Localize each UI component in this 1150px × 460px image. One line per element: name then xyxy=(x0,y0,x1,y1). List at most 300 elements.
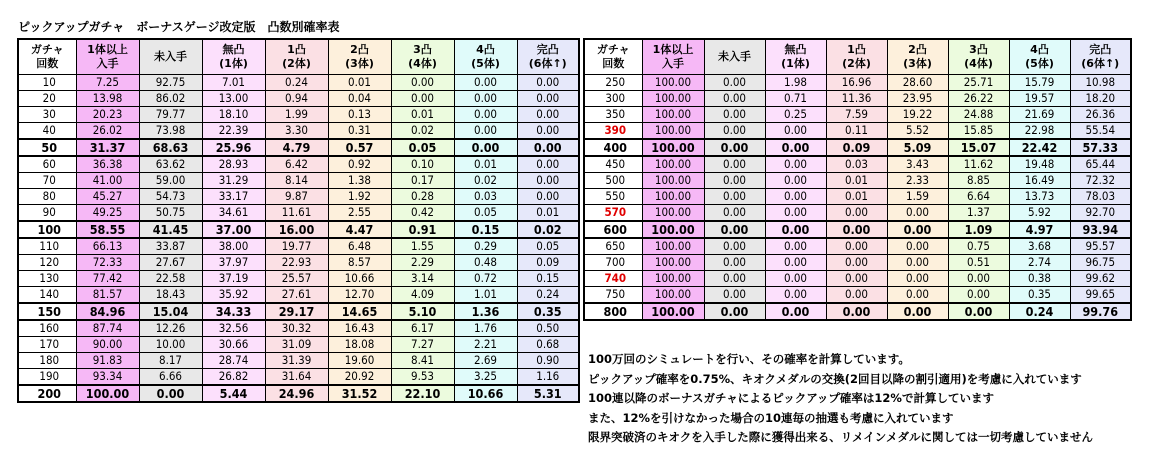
table-cell: 0.01 xyxy=(454,156,517,173)
gacha-count-cell: 30 xyxy=(18,107,76,123)
table-cell: 19.22 xyxy=(887,107,948,123)
table-cell: 2.55 xyxy=(328,205,391,222)
table-cell: 5.92 xyxy=(1009,205,1070,222)
table-cell: 87.74 xyxy=(76,320,139,337)
table-cell: 0.00 xyxy=(765,255,826,271)
table-cell: 0.00 xyxy=(826,287,887,304)
gacha-count-cell: 650 xyxy=(584,238,642,255)
table-cell: 13.00 xyxy=(202,91,265,107)
gacha-count-cell: 200 xyxy=(18,385,76,402)
table-cell: 7.59 xyxy=(826,107,887,123)
table-row xyxy=(584,205,1131,222)
table-cell: 77.42 xyxy=(76,271,139,287)
table-cell: 8.14 xyxy=(265,173,328,189)
table-cell: 16.00 xyxy=(265,221,328,238)
table-cell: 100.00 xyxy=(642,255,704,271)
gacha-count-cell: 20 xyxy=(18,91,76,107)
table-cell: 0.50 xyxy=(517,320,579,337)
table-cell: 36.38 xyxy=(76,156,139,173)
table-cell: 2.33 xyxy=(887,173,948,189)
table-cell: 5.31 xyxy=(517,385,579,402)
table-cell: 1.98 xyxy=(765,75,826,91)
table-row xyxy=(18,173,579,189)
table-cell: 100.00 xyxy=(642,221,704,238)
table-cell: 6.66 xyxy=(139,369,202,386)
table-header-row xyxy=(584,39,1131,75)
gacha-count-cell: 750 xyxy=(584,287,642,304)
gacha-count-cell: 170 xyxy=(18,337,76,353)
table-cell: 0.00 xyxy=(454,75,517,91)
table-cell: 99.62 xyxy=(1070,271,1131,287)
table-row xyxy=(584,91,1131,107)
table-cell: 54.73 xyxy=(139,189,202,205)
table-cell: 0.00 xyxy=(826,255,887,271)
table-row xyxy=(18,287,579,304)
table-row xyxy=(584,123,1131,140)
table-cell: 37.19 xyxy=(202,271,265,287)
table-cell: 15.79 xyxy=(1009,75,1070,91)
table-row xyxy=(584,287,1131,304)
table-cell: 0.94 xyxy=(265,91,328,107)
table-cell: 11.62 xyxy=(948,156,1009,173)
header-cell-4-limit-break: 4凸 (5体) xyxy=(454,39,517,75)
table-cell: 1.55 xyxy=(391,238,454,255)
table-cell: 0.00 xyxy=(454,91,517,107)
table-row xyxy=(18,303,579,320)
table-cell: 99.65 xyxy=(1070,287,1131,304)
gacha-count-cell: 40 xyxy=(18,123,76,140)
table-cell: 22.10 xyxy=(391,385,454,402)
table-cell: 0.00 xyxy=(517,123,579,140)
table-cell: 11.36 xyxy=(826,91,887,107)
table-cell: 28.60 xyxy=(887,75,948,91)
table-body-left xyxy=(18,75,579,403)
table-cell: 0.00 xyxy=(704,255,765,271)
table-cell: 0.00 xyxy=(704,287,765,304)
gacha-count-cell: 450 xyxy=(584,156,642,173)
header-cell-max-limit-break: 完凸 (6体↑) xyxy=(517,39,579,75)
table-cell: 9.87 xyxy=(265,189,328,205)
table-cell: 100.00 xyxy=(642,91,704,107)
table-cell: 0.00 xyxy=(765,139,826,156)
header-cell-0-limit-break: 無凸 (1体) xyxy=(202,39,265,75)
table-row xyxy=(18,353,579,369)
table-cell: 0.00 xyxy=(517,156,579,173)
table-cell: 7.25 xyxy=(76,75,139,91)
table-cell: 31.09 xyxy=(265,337,328,353)
table-cell: 15.85 xyxy=(948,123,1009,140)
table-row xyxy=(584,255,1131,271)
table-row xyxy=(584,156,1131,173)
table-row xyxy=(18,123,579,140)
table-cell: 65.44 xyxy=(1070,156,1131,173)
table-row xyxy=(18,385,579,402)
table-cell: 19.48 xyxy=(1009,156,1070,173)
table-cell: 1.76 xyxy=(454,320,517,337)
gacha-count-cell: 350 xyxy=(584,107,642,123)
table-row xyxy=(18,139,579,156)
table-cell: 1.99 xyxy=(265,107,328,123)
table-cell: 0.00 xyxy=(704,205,765,222)
table-row xyxy=(18,255,579,271)
notes-section xyxy=(588,350,1093,448)
table-cell: 0.35 xyxy=(517,303,579,320)
table-cell: 31.64 xyxy=(265,369,328,386)
gacha-count-cell: 160 xyxy=(18,320,76,337)
table-cell: 6.64 xyxy=(948,189,1009,205)
table-cell: 0.01 xyxy=(517,205,579,222)
table-cell: 100.00 xyxy=(642,123,704,140)
table-cell: 93.94 xyxy=(1070,221,1131,238)
table-cell: 0.00 xyxy=(765,271,826,287)
table-cell: 37.97 xyxy=(202,255,265,271)
table-row xyxy=(18,221,579,238)
gacha-count-cell: 390 xyxy=(584,123,642,140)
table-cell: 0.00 xyxy=(826,238,887,255)
table-cell: 3.25 xyxy=(454,369,517,386)
table-cell: 1.92 xyxy=(328,189,391,205)
table-cell: 0.00 xyxy=(704,107,765,123)
table-cell: 22.42 xyxy=(1009,139,1070,156)
table-row xyxy=(584,221,1131,238)
table-cell: 41.45 xyxy=(139,221,202,238)
table-cell: 0.00 xyxy=(704,123,765,140)
table-cell: 0.00 xyxy=(704,271,765,287)
table-cell: 22.98 xyxy=(1009,123,1070,140)
probability-table-right xyxy=(583,38,1132,321)
table-cell: 0.00 xyxy=(704,189,765,205)
table-cell: 16.96 xyxy=(826,75,887,91)
table-cell: 38.00 xyxy=(202,238,265,255)
table-cell: 18.20 xyxy=(1070,91,1131,107)
table-cell: 31.52 xyxy=(328,385,391,402)
table-cell: 25.71 xyxy=(948,75,1009,91)
header-cell-max-limit-break: 完凸 (6体↑) xyxy=(1070,39,1131,75)
table-cell: 95.57 xyxy=(1070,238,1131,255)
table-cell: 0.00 xyxy=(139,385,202,402)
table-cell: 0.00 xyxy=(454,123,517,140)
table-cell: 1.37 xyxy=(948,205,1009,222)
table-cell: 100.00 xyxy=(642,303,704,320)
table-cell: 0.04 xyxy=(328,91,391,107)
table-cell: 16.43 xyxy=(328,320,391,337)
header-cell-not-obtained: 未入手 xyxy=(704,39,765,75)
table-row xyxy=(584,189,1131,205)
table-cell: 22.39 xyxy=(202,123,265,140)
table-cell: 90.00 xyxy=(76,337,139,353)
table-cell: 0.72 xyxy=(454,271,517,287)
table-row xyxy=(18,189,579,205)
header-cell-1plus: 1体以上 入手 xyxy=(642,39,704,75)
gacha-count-cell: 150 xyxy=(18,303,76,320)
table-cell: 0.15 xyxy=(517,271,579,287)
table-cell: 100.00 xyxy=(642,271,704,287)
table-cell: 19.57 xyxy=(1009,91,1070,107)
header-cell-4-limit-break: 4凸 (5体) xyxy=(1009,39,1070,75)
table-cell: 0.28 xyxy=(391,189,454,205)
table-row xyxy=(18,205,579,222)
table-cell: 26.82 xyxy=(202,369,265,386)
table-cell: 100.00 xyxy=(76,385,139,402)
table-cell: 66.13 xyxy=(76,238,139,255)
table-cell: 0.00 xyxy=(517,189,579,205)
table-cell: 0.00 xyxy=(948,287,1009,304)
table-cell: 24.88 xyxy=(948,107,1009,123)
table-cell: 13.98 xyxy=(76,91,139,107)
table-cell: 0.01 xyxy=(328,75,391,91)
table-cell: 3.68 xyxy=(1009,238,1070,255)
table-cell: 33.87 xyxy=(139,238,202,255)
table-header-row xyxy=(18,39,579,75)
table-cell: 63.62 xyxy=(139,156,202,173)
table-cell: 30.66 xyxy=(202,337,265,353)
table-row xyxy=(18,369,579,386)
gacha-count-cell: 90 xyxy=(18,205,76,222)
table-cell: 0.00 xyxy=(765,221,826,238)
table-cell: 0.00 xyxy=(765,303,826,320)
table-cell: 18.08 xyxy=(328,337,391,353)
table-cell: 1.16 xyxy=(517,369,579,386)
table-cell: 21.69 xyxy=(1009,107,1070,123)
table-cell: 7.27 xyxy=(391,337,454,353)
table-cell: 0.90 xyxy=(517,353,579,369)
table-cell: 0.57 xyxy=(328,139,391,156)
table-cell: 19.60 xyxy=(328,353,391,369)
table-cell: 14.65 xyxy=(328,303,391,320)
table-cell: 0.00 xyxy=(765,205,826,222)
table-cell: 1.09 xyxy=(948,221,1009,238)
table-cell: 29.17 xyxy=(265,303,328,320)
table-cell: 3.14 xyxy=(391,271,454,287)
table-cell: 0.00 xyxy=(765,173,826,189)
table-cell: 1.38 xyxy=(328,173,391,189)
table-row xyxy=(584,107,1131,123)
table-cell: 0.00 xyxy=(704,139,765,156)
table-cell: 8.41 xyxy=(391,353,454,369)
table-cell: 0.03 xyxy=(454,189,517,205)
table-cell: 10.98 xyxy=(1070,75,1131,91)
table-cell: 81.57 xyxy=(76,287,139,304)
table-cell: 0.00 xyxy=(887,271,948,287)
gacha-count-cell: 180 xyxy=(18,353,76,369)
table-cell: 0.91 xyxy=(391,221,454,238)
table-cell: 8.85 xyxy=(948,173,1009,189)
table-cell: 26.22 xyxy=(948,91,1009,107)
table-cell: 31.37 xyxy=(76,139,139,156)
table-cell: 25.57 xyxy=(265,271,328,287)
gacha-count-cell: 700 xyxy=(584,255,642,271)
table-cell: 0.24 xyxy=(1009,303,1070,320)
table-cell: 0.00 xyxy=(887,255,948,271)
table-cell: 34.33 xyxy=(202,303,265,320)
note-line: ピックアップ確率を0.75%、キオクメダルの交換(2回目以降の割引適用)を考慮に入れています xyxy=(588,371,1082,386)
gacha-count-cell: 10 xyxy=(18,75,76,91)
table-cell: 1.01 xyxy=(454,287,517,304)
gacha-count-cell: 550 xyxy=(584,189,642,205)
table-cell: 0.11 xyxy=(826,123,887,140)
table-row xyxy=(18,271,579,287)
table-cell: 0.01 xyxy=(826,189,887,205)
table-row xyxy=(584,238,1131,255)
table-cell: 10.66 xyxy=(328,271,391,287)
table-cell: 37.00 xyxy=(202,221,265,238)
table-cell: 0.02 xyxy=(391,123,454,140)
table-cell: 0.00 xyxy=(704,238,765,255)
table-cell: 11.61 xyxy=(265,205,328,222)
gacha-count-cell: 70 xyxy=(18,173,76,189)
table-row xyxy=(18,156,579,173)
table-cell: 49.25 xyxy=(76,205,139,222)
table-cell: 25.96 xyxy=(202,139,265,156)
table-cell: 0.00 xyxy=(704,91,765,107)
gacha-count-cell: 600 xyxy=(584,221,642,238)
table-cell: 57.33 xyxy=(1070,139,1131,156)
table-cell: 41.00 xyxy=(76,173,139,189)
table-cell: 6.48 xyxy=(328,238,391,255)
table-cell: 3.43 xyxy=(887,156,948,173)
gacha-count-cell: 60 xyxy=(18,156,76,173)
table-cell: 0.13 xyxy=(328,107,391,123)
table-cell: 28.74 xyxy=(202,353,265,369)
table-cell: 34.61 xyxy=(202,205,265,222)
table-cell: 5.52 xyxy=(887,123,948,140)
gacha-count-cell: 500 xyxy=(584,173,642,189)
table-cell: 27.67 xyxy=(139,255,202,271)
table-cell: 50.75 xyxy=(139,205,202,222)
table-cell: 22.58 xyxy=(139,271,202,287)
table-row xyxy=(584,75,1131,91)
table-cell: 100.00 xyxy=(642,173,704,189)
table-cell: 0.00 xyxy=(826,303,887,320)
table-cell: 0.09 xyxy=(826,139,887,156)
table-cell: 4.47 xyxy=(328,221,391,238)
header-cell-gacha-count: ガチャ 回数 xyxy=(584,39,642,75)
table-row xyxy=(18,91,579,107)
note-line: また、12%を引けなかった場合の10連毎の抽選も考慮に入れています xyxy=(588,410,954,425)
table-cell: 0.71 xyxy=(765,91,826,107)
table-cell: 10.66 xyxy=(454,385,517,402)
table-cell: 13.73 xyxy=(1009,189,1070,205)
table-cell: 0.05 xyxy=(454,205,517,222)
table-cell: 12.26 xyxy=(139,320,202,337)
table-cell: 0.00 xyxy=(887,287,948,304)
gacha-count-cell: 80 xyxy=(18,189,76,205)
table-cell: 2.69 xyxy=(454,353,517,369)
table-cell: 0.01 xyxy=(826,173,887,189)
table-cell: 2.29 xyxy=(391,255,454,271)
table-cell: 0.00 xyxy=(826,205,887,222)
table-cell: 9.53 xyxy=(391,369,454,386)
table-cell: 0.24 xyxy=(517,287,579,304)
table-cell: 0.38 xyxy=(1009,271,1070,287)
table-cell: 6.17 xyxy=(391,320,454,337)
header-cell-1-limit-break: 1凸 (2体) xyxy=(265,39,328,75)
table-cell: 0.00 xyxy=(517,139,579,156)
table-cell: 8.57 xyxy=(328,255,391,271)
table-row xyxy=(584,139,1131,156)
gacha-count-cell: 130 xyxy=(18,271,76,287)
table-cell: 5.44 xyxy=(202,385,265,402)
table-cell: 0.09 xyxy=(517,255,579,271)
table-cell: 0.02 xyxy=(454,173,517,189)
table-cell: 78.03 xyxy=(1070,189,1131,205)
table-row xyxy=(18,320,579,337)
table-cell: 86.02 xyxy=(139,91,202,107)
table-body-right xyxy=(584,75,1131,321)
table-cell: 0.00 xyxy=(765,156,826,173)
header-cell-not-obtained: 未入手 xyxy=(139,39,202,75)
gacha-count-cell: 570 xyxy=(584,205,642,222)
table-cell: 15.07 xyxy=(948,139,1009,156)
header-cell-1-limit-break: 1凸 (2体) xyxy=(826,39,887,75)
table-cell: 59.00 xyxy=(139,173,202,189)
table-cell: 0.00 xyxy=(391,91,454,107)
table-cell: 100.00 xyxy=(642,75,704,91)
table-cell: 0.10 xyxy=(391,156,454,173)
gacha-count-cell: 800 xyxy=(584,303,642,320)
table-cell: 0.00 xyxy=(887,238,948,255)
table-cell: 1.59 xyxy=(887,189,948,205)
table-cell: 72.32 xyxy=(1070,173,1131,189)
table-cell: 0.00 xyxy=(704,303,765,320)
table-row xyxy=(584,303,1131,320)
table-cell: 0.00 xyxy=(517,107,579,123)
table-cell: 1.36 xyxy=(454,303,517,320)
table-cell: 100.00 xyxy=(642,107,704,123)
gacha-count-cell: 140 xyxy=(18,287,76,304)
table-cell: 73.98 xyxy=(139,123,202,140)
table-cell: 45.27 xyxy=(76,189,139,205)
table-cell: 100.00 xyxy=(642,287,704,304)
table-cell: 0.00 xyxy=(704,221,765,238)
table-cell: 79.77 xyxy=(139,107,202,123)
table-cell: 0.15 xyxy=(454,221,517,238)
table-cell: 33.17 xyxy=(202,189,265,205)
table-cell: 20.92 xyxy=(328,369,391,386)
table-cell: 93.34 xyxy=(76,369,139,386)
table-cell: 0.00 xyxy=(517,173,579,189)
table-cell: 0.00 xyxy=(517,91,579,107)
table-cell: 15.04 xyxy=(139,303,202,320)
gacha-count-cell: 50 xyxy=(18,139,76,156)
table-cell: 0.00 xyxy=(517,75,579,91)
table-cell: 96.75 xyxy=(1070,255,1131,271)
table-cell: 16.49 xyxy=(1009,173,1070,189)
table-cell: 5.09 xyxy=(887,139,948,156)
table-cell: 68.63 xyxy=(139,139,202,156)
table-cell: 0.31 xyxy=(328,123,391,140)
table-cell: 84.96 xyxy=(76,303,139,320)
header-cell-2-limit-break: 2凸 (3体) xyxy=(328,39,391,75)
table-cell: 0.00 xyxy=(704,75,765,91)
table-cell: 4.09 xyxy=(391,287,454,304)
table-cell: 5.10 xyxy=(391,303,454,320)
gacha-count-cell: 110 xyxy=(18,238,76,255)
table-cell: 0.35 xyxy=(1009,287,1070,304)
table-cell: 92.70 xyxy=(1070,205,1131,222)
table-cell: 7.01 xyxy=(202,75,265,91)
table-cell: 28.93 xyxy=(202,156,265,173)
table-cell: 19.77 xyxy=(265,238,328,255)
table-cell: 10.00 xyxy=(139,337,202,353)
table-cell: 0.00 xyxy=(765,189,826,205)
table-cell: 22.93 xyxy=(265,255,328,271)
table-cell: 0.00 xyxy=(765,123,826,140)
table-row xyxy=(584,173,1131,189)
table-cell: 31.29 xyxy=(202,173,265,189)
table-cell: 0.00 xyxy=(454,139,517,156)
table-cell: 4.79 xyxy=(265,139,328,156)
